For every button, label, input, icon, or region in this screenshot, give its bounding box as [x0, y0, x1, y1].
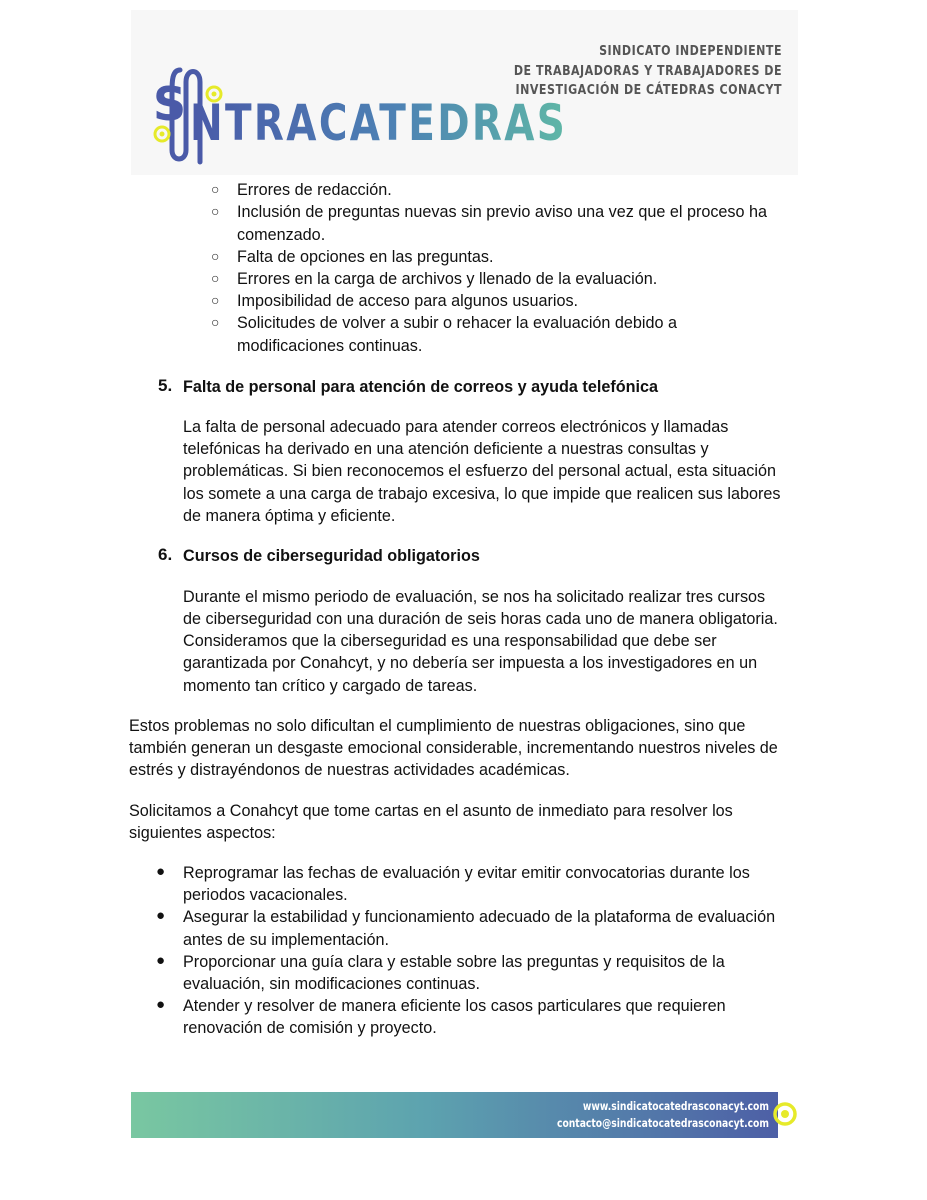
- target-circle-icon: [772, 1101, 798, 1127]
- paragraph-line: de manera óptima y eficiente.: [183, 507, 396, 525]
- request-item-continuation: evaluación, sin modificaciones continuas.: [183, 975, 480, 993]
- list-item: Falta de opciones en las preguntas.: [237, 248, 494, 266]
- request-item-continuation: antes de su implementación.: [183, 931, 390, 949]
- list-marker: ○: [211, 292, 220, 308]
- bullet-marker: ●: [156, 996, 166, 1013]
- paragraph-line: Estos problemas no solo dificultan el cumplimiento de nuestras obligaciones, sino que: [129, 717, 746, 735]
- paragraph-line: Consideramos que la ciberseguridad es una responsabilidad que debe ser: [183, 632, 717, 650]
- email-link[interactable]: contacto@sindicatocatedrasconacyt.com: [557, 1116, 769, 1130]
- paragraph-line: Durante el mismo periodo de evaluación, se nos ha solicitado realizar tres cursos: [183, 588, 766, 606]
- paragraph-line: garantizada por Conahcyt, y no debería ser impuesta a los investigadores en un: [183, 654, 758, 672]
- list-marker: ○: [211, 203, 220, 219]
- request-item-continuation: renovación de comisión y proyecto.: [183, 1019, 437, 1037]
- logo-wordmark: NTRACATEDRAS: [190, 94, 568, 152]
- request-item: Atender y resolver de manera eficiente los casos particulares que requieren: [183, 997, 726, 1015]
- bullet-marker: ●: [156, 907, 166, 924]
- website-link[interactable]: www.sindicatocatedrasconacyt.com: [582, 1099, 769, 1113]
- footer-contact: [504, 1098, 769, 1132]
- request-item: Asegurar la estabilidad y funcionamiento adecuado de la plataforma de evaluación: [183, 908, 776, 926]
- section-heading: Cursos de ciberseguridad obligatorios: [183, 547, 480, 565]
- section-heading: Falta de personal para atención de correos y ayuda telefónica: [183, 378, 658, 396]
- list-item: Imposibilidad de acceso para algunos usuarios.: [237, 292, 579, 310]
- paragraph-line: La falta de personal adecuado para atender correos electrónicos y llamadas: [183, 418, 729, 436]
- logo-initial: S: [153, 77, 187, 131]
- paragraph-line: de ciberseguridad con una duración de seis horas cada uno de manera obligatoria.: [183, 610, 778, 628]
- list-item: Solicitudes de volver a subir o rehacer la evaluación debido a: [237, 314, 678, 332]
- request-item: Proporcionar una guía clara y estable sobre las preguntas y requisitos de la: [183, 953, 725, 971]
- list-marker: ○: [211, 270, 220, 286]
- list-item-continuation: modificaciones continuas.: [237, 337, 423, 355]
- paragraph-line: problemáticas. Si bien reconocemos el esfuerzo del personal actual, esta situación: [183, 462, 776, 480]
- list-item: Inclusión de preguntas nuevas sin previo aviso una vez que el proceso ha: [237, 203, 768, 221]
- bullet-marker: ●: [156, 952, 166, 969]
- list-item-continuation: comenzado.: [237, 226, 326, 244]
- union-name: SINDICATO INDEPENDIENTE DE TRABAJADORAS Y TRABAJADORES DE INVESTIGACIÓN DE CÁTEDRAS CONACYT: [513, 43, 782, 98]
- paragraph-line: también generan un desgaste emocional considerable, incrementando nuestros niveles de: [129, 739, 778, 757]
- bullet-marker: ●: [156, 863, 166, 880]
- request-item: Reprogramar las fechas de evaluación y evitar emitir convocatorias durante los: [183, 864, 750, 882]
- paragraph-line: siguientes aspectos:: [129, 824, 276, 842]
- paragraph-line: Solicitamos a Conahcyt que tome cartas en el asunto de inmediato para resolver los: [129, 802, 733, 820]
- list-marker: ○: [211, 314, 220, 330]
- request-item-continuation: periodos vacacionales.: [183, 886, 348, 904]
- paragraph-line: momento tan crítico y cargado de tareas.: [183, 677, 478, 695]
- paragraph-line: los somete a una carga de trabajo excesiva, lo que impide que realicen sus labores: [183, 485, 781, 503]
- list-item: Errores de redacción.: [237, 181, 392, 199]
- paragraph-line: telefónicas ha derivado en una atención deficiente a nuestras consultas y: [183, 440, 709, 458]
- paragraph-line: estrés y distrayéndonos de nuestras actividades académicas.: [129, 761, 570, 779]
- section-number: 5.: [158, 376, 173, 395]
- section-number: 6.: [158, 545, 173, 564]
- list-item: Errores en la carga de archivos y llenado de la evaluación.: [237, 270, 658, 288]
- list-marker: ○: [211, 248, 220, 264]
- list-marker: ○: [211, 181, 220, 197]
